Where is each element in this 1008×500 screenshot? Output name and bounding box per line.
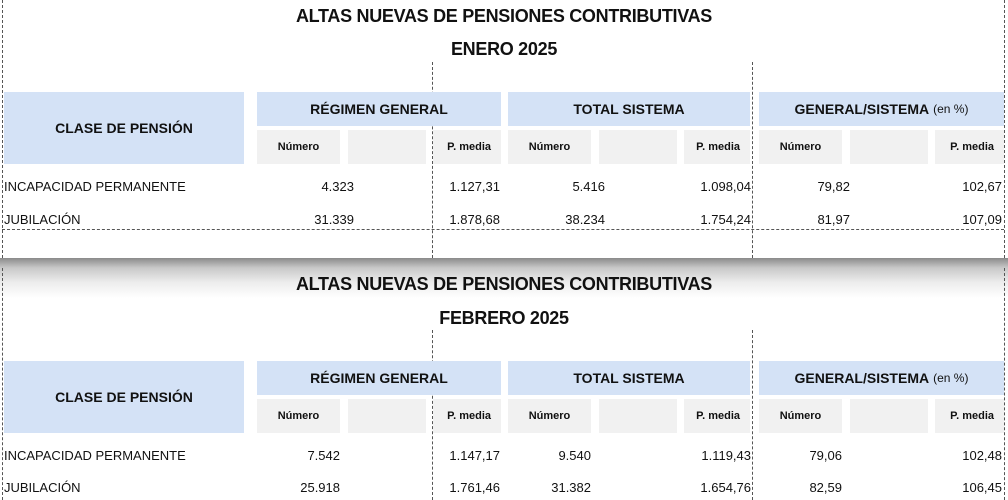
cell-rat-pmedia: 107,09: [962, 212, 1002, 227]
table-period: ENERO 2025: [450, 39, 558, 59]
cell-gen-pmedia: 1.127,31: [449, 179, 500, 194]
subheader-bg: [599, 130, 677, 164]
group-header-general: RÉGIMEN GENERAL: [310, 101, 448, 117]
cell-tot-numero: 38.234: [565, 212, 605, 227]
group-header-ratio-unit: (en %): [933, 102, 969, 116]
subheader-pmedia: P. media: [447, 410, 491, 422]
cell-rat-pmedia: 102,67: [962, 179, 1002, 194]
subheader-numero: Número: [528, 410, 571, 422]
group-header-ratio-label: GENERAL/SISTEMA: [794, 101, 930, 117]
cell-gen-numero: 31.339: [314, 212, 354, 227]
cell-gen-pmedia: 1.878,68: [449, 212, 500, 227]
table-title: ALTAS NUEVAS DE PENSIONES CONTRIBUTIVAS: [295, 6, 712, 26]
group-header-ratio-unit: (en %): [933, 371, 969, 385]
subheader-numero: Número: [277, 410, 320, 422]
cell-rat-pmedia: 102,48: [962, 448, 1002, 463]
subheader-bg: [599, 399, 677, 433]
subheader-numero: Número: [528, 141, 571, 153]
group-header-ratio: [759, 92, 1004, 126]
cell-tot-pmedia: 1.119,43: [701, 448, 751, 463]
subheader-pmedia: P. media: [950, 141, 994, 153]
row-label: INCAPACIDAD PERMANENTE: [4, 179, 186, 194]
class-header: CLASE DE PENSIÓN: [55, 389, 193, 405]
cell-tot-numero: 31.382: [551, 480, 591, 495]
subheader-pmedia: P. media: [696, 410, 740, 422]
cell-gen-numero: 25.918: [300, 480, 340, 495]
subheader-numero: Número: [779, 410, 822, 422]
grid-line: [1004, 268, 1005, 500]
cell-tot-pmedia: 1.654,76: [700, 480, 751, 495]
group-header-ratio: [759, 361, 1004, 395]
cell-rat-numero: 79,82: [817, 179, 850, 194]
cell-gen-pmedia: 1.147,17: [449, 448, 500, 463]
cell-rat-numero: 81,97: [817, 212, 850, 227]
table-period: FEBRERO 2025: [439, 308, 569, 328]
subheader-bg: [850, 399, 928, 433]
row-label: JUBILACIÓN: [4, 212, 81, 227]
cell-rat-numero: 79,06: [809, 448, 842, 463]
subheader-pmedia: P. media: [950, 410, 994, 422]
cell-gen-numero: 7.542: [307, 448, 340, 463]
group-header-total: TOTAL SISTEMA: [573, 370, 685, 386]
cell-tot-pmedia: 1.754,24: [700, 212, 751, 227]
grid-line: [2, 229, 1004, 230]
cell-tot-numero: 9.540: [558, 448, 591, 463]
subheader-pmedia: P. media: [447, 141, 491, 153]
group-header-ratio-label: GENERAL/SISTEMA: [794, 370, 930, 386]
cell-gen-numero: 4.323: [321, 179, 354, 194]
table-febrero: [0, 268, 1008, 500]
table-title: ALTAS NUEVAS DE PENSIONES CONTRIBUTIVAS: [295, 274, 712, 294]
cell-tot-pmedia: 1.098,04: [700, 179, 751, 194]
subheader-numero: Número: [779, 141, 822, 153]
subheader-bg: [348, 399, 426, 433]
cell-rat-pmedia: 106,45: [962, 480, 1002, 495]
cell-gen-pmedia: 1.761,46: [449, 480, 500, 495]
subheader-bg: [348, 130, 426, 164]
cell-tot-numero: 5.416: [572, 179, 605, 194]
group-header-total: TOTAL SISTEMA: [573, 101, 685, 117]
row-label: JUBILACIÓN: [4, 480, 81, 495]
grid-line: [752, 330, 753, 500]
subheader-numero: Número: [277, 141, 320, 153]
row-label: INCAPACIDAD PERMANENTE: [4, 448, 186, 463]
group-header-general: RÉGIMEN GENERAL: [310, 370, 448, 386]
class-header: CLASE DE PENSIÓN: [55, 120, 193, 136]
cell-rat-numero: 82,59: [809, 480, 842, 495]
subheader-bg: [850, 130, 928, 164]
grid-line: [2, 268, 3, 500]
subheader-pmedia: P. media: [696, 141, 740, 153]
